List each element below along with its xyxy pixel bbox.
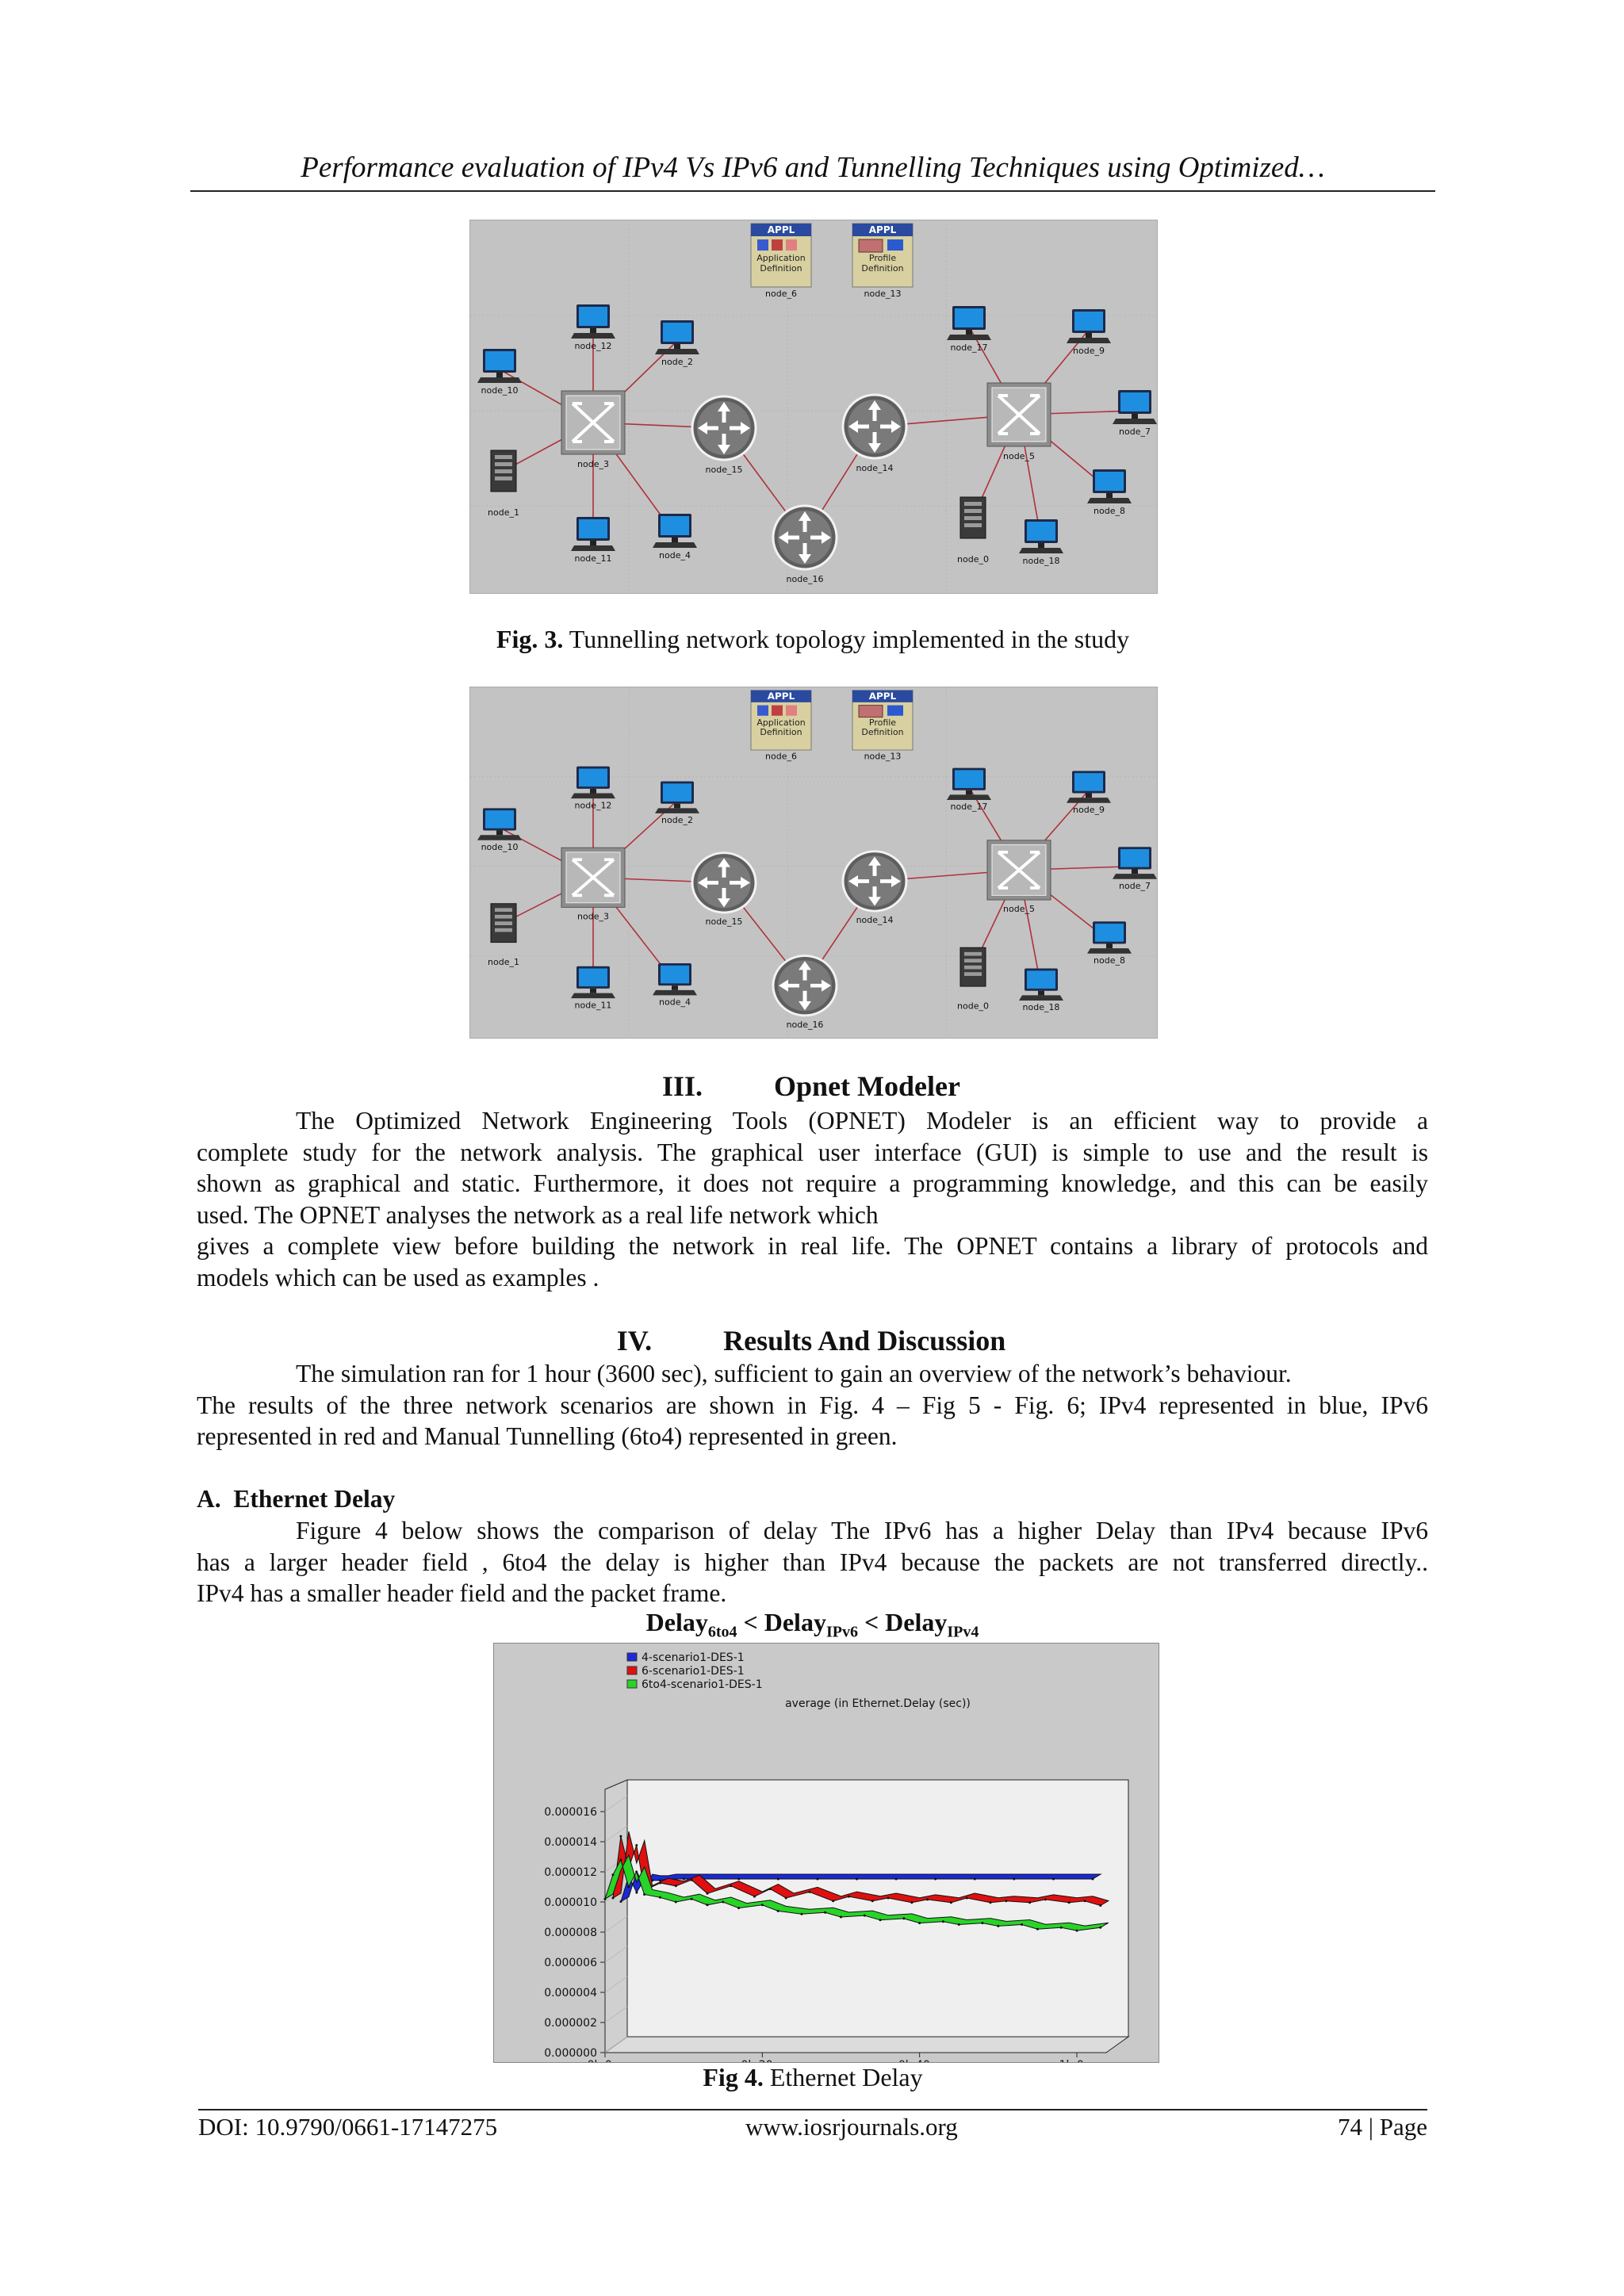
node-17-icon — [947, 306, 991, 340]
data-point — [737, 1878, 740, 1881]
data-point — [691, 1898, 693, 1900]
node-label: node_7 — [1119, 427, 1151, 437]
node-label: node_10 — [481, 842, 519, 852]
node-label: node_12 — [574, 341, 612, 351]
svg-text:Profile: Profile — [868, 718, 897, 728]
footer-doi: DOI: 10.9790/0661-17147275 — [198, 2113, 498, 2141]
node-label: node_5 — [1003, 451, 1035, 461]
node-label: node_11 — [574, 1000, 612, 1011]
subsection-a-paragraph — [197, 1515, 1428, 1609]
data-point — [848, 1896, 850, 1898]
data-point — [627, 1886, 630, 1888]
data-point — [800, 1913, 802, 1915]
data-point — [958, 1923, 960, 1926]
legend-entry: 6-scenario1-DES-1 — [642, 1665, 745, 1678]
svg-text:Definition: Definition — [760, 263, 802, 274]
delay-subscript: IPv6 — [825, 1623, 858, 1641]
data-point — [871, 1900, 874, 1902]
data-point — [910, 1901, 913, 1904]
data-point — [675, 1885, 677, 1887]
node-3-icon — [561, 848, 625, 907]
profile-definition-icon — [852, 691, 913, 750]
data-point — [785, 1897, 787, 1900]
svg-text:Definition: Definition — [861, 727, 904, 738]
node-label: node_17 — [950, 342, 988, 353]
data-point — [1036, 1928, 1039, 1931]
node-9-icon — [1067, 771, 1111, 802]
node-10-icon — [477, 808, 522, 840]
node-label: node_16 — [786, 574, 824, 584]
fig3-text: Tunnelling network topology implemented in the study — [563, 625, 1130, 653]
node-18-icon — [1019, 519, 1063, 553]
node-label: node_2 — [661, 357, 693, 367]
application-definition-icon — [751, 224, 811, 287]
paragraph-line: IPv4 has a smaller header field and the packet frame. — [197, 1579, 727, 1607]
chart-canvas — [494, 1644, 1159, 2062]
data-point — [832, 1900, 834, 1902]
node-1-icon — [491, 450, 516, 492]
delay-subscript: IPv4 — [947, 1623, 979, 1641]
data-point — [777, 1878, 779, 1881]
subsection-a-label: A. — [197, 1485, 221, 1513]
node-label: node_1 — [488, 507, 519, 518]
node-8-icon — [1087, 921, 1132, 953]
node-9-icon — [1067, 309, 1111, 343]
y-tick-label: 0.000012 — [544, 1866, 597, 1879]
node-label: node_10 — [481, 385, 519, 396]
node-16-icon — [773, 956, 837, 1016]
node-label: node_1 — [488, 957, 519, 967]
less-than: < — [737, 1608, 764, 1636]
fig3-caption — [270, 625, 1356, 654]
node-label: node_4 — [659, 550, 691, 561]
svg-text:Definition: Definition — [760, 727, 802, 738]
node-18-icon — [1019, 969, 1063, 1001]
data-point — [824, 1911, 826, 1914]
data-point — [1013, 1878, 1015, 1881]
data-point — [997, 1925, 999, 1927]
y-tick-label: 0.000002 — [544, 2017, 597, 2030]
x-tick-label — [898, 2059, 941, 2062]
section-4-number: IV. — [616, 1325, 653, 1357]
data-point — [730, 1885, 732, 1887]
node-8-icon — [1087, 469, 1132, 503]
data-point — [950, 1901, 952, 1904]
paragraph-line: The simulation ran for 1 hour (3600 sec), sufficient to gain an overview of the network’s behaviour. — [296, 1360, 1292, 1387]
data-point — [1044, 1898, 1047, 1900]
data-point — [611, 1873, 614, 1876]
data-point — [1092, 1878, 1094, 1881]
data-point — [1099, 1927, 1101, 1929]
node-14-icon — [843, 395, 906, 458]
data-point — [604, 1898, 607, 1900]
data-point — [974, 1878, 976, 1881]
section-3-title: Opnet Modeler — [774, 1070, 960, 1102]
node-5-icon — [987, 383, 1051, 446]
data-point — [942, 1920, 944, 1923]
data-point — [902, 1917, 905, 1919]
legend-swatch — [627, 1667, 637, 1674]
y-tick-label: 0.000008 — [544, 1927, 597, 1939]
y-tick-label: 0.000010 — [544, 1896, 597, 1909]
node-label: node_17 — [950, 802, 988, 813]
section-4-title: Results And Discussion — [723, 1325, 1006, 1357]
delay-word: Delay — [645, 1608, 708, 1636]
legend-swatch — [627, 1680, 637, 1688]
data-point — [1068, 1901, 1071, 1904]
node-label: node_16 — [786, 1020, 824, 1030]
fig4-text: Ethernet Delay — [763, 2063, 923, 2091]
node-4-icon — [653, 514, 697, 548]
node-label: node_13 — [864, 751, 902, 762]
data-point — [1021, 1923, 1023, 1926]
svg-text:APPL: APPL — [868, 691, 897, 702]
node-label: node_13 — [864, 289, 902, 299]
delay-subscript: 6to4 — [707, 1623, 737, 1641]
y-tick-label: 0.000000 — [544, 2047, 597, 2060]
y-tick-label: 0.000004 — [544, 1987, 597, 1999]
node-label: node_3 — [577, 911, 609, 922]
data-point — [1005, 1900, 1007, 1902]
node-label: node_3 — [577, 459, 609, 469]
paragraph-line: The Optimized Network Engineering Tools (OPNET) Modeler is an efficient way to provide a — [296, 1107, 1428, 1135]
data-point — [683, 1878, 685, 1881]
fig4-caption — [270, 2063, 1356, 2092]
data-point — [635, 1892, 638, 1894]
section-3-paragraph — [197, 1105, 1428, 1293]
application-definition-icon — [751, 691, 811, 750]
topology-figure-2 — [469, 687, 1158, 1039]
node-2-icon — [655, 320, 699, 354]
node-0-icon — [960, 497, 986, 538]
node-5-icon — [987, 840, 1051, 900]
svg-text:APPL: APPL — [767, 691, 795, 702]
node-label: node_18 — [1022, 556, 1060, 566]
legend-entry: 4-scenario1-DES-1 — [642, 1651, 745, 1664]
paragraph-line: models which can be used as examples . — [197, 1263, 599, 1292]
data-point — [926, 1898, 929, 1900]
node-12-icon — [571, 304, 615, 339]
data-point — [966, 1897, 968, 1900]
svg-text:Application: Application — [756, 253, 806, 263]
footer-rule — [198, 2109, 1427, 2110]
y-tick-label: 0.000006 — [544, 1957, 597, 1969]
svg-text:APPL: APPL — [868, 224, 897, 235]
data-point — [722, 1901, 724, 1904]
data-point — [1076, 1930, 1078, 1932]
x-tick-label — [1059, 2059, 1095, 2062]
data-point — [675, 1901, 677, 1904]
node-label: node_8 — [1094, 955, 1125, 966]
node-label: node_4 — [659, 997, 691, 1008]
node-15-icon — [692, 853, 756, 913]
section-4-paragraph — [197, 1358, 1428, 1452]
data-point — [864, 1915, 866, 1917]
data-point — [761, 1904, 764, 1906]
data-point — [777, 1910, 779, 1912]
node-3-icon — [561, 391, 625, 454]
data-point — [707, 1892, 709, 1895]
node-14-icon — [843, 851, 906, 911]
node-2-icon — [655, 781, 699, 813]
node-7-icon — [1113, 390, 1157, 424]
data-point — [753, 1896, 756, 1898]
y-tick-label: 0.000016 — [544, 1806, 597, 1819]
node-label: node_9 — [1073, 805, 1105, 815]
topology-figure-1 — [469, 220, 1158, 594]
header-rule — [190, 190, 1435, 192]
data-point — [1028, 1901, 1031, 1904]
data-point — [659, 1882, 661, 1885]
node-0-icon — [960, 947, 986, 986]
data-point — [612, 1897, 615, 1900]
delay-inequality — [197, 1608, 1428, 1641]
node-label: node_12 — [574, 800, 612, 811]
data-point — [1084, 1900, 1086, 1902]
node-label: node_5 — [1003, 904, 1035, 914]
data-point — [769, 1888, 772, 1890]
data-point — [619, 1858, 622, 1861]
data-point — [840, 1916, 842, 1919]
paragraph-line: has a larger header field , 6to4 the delay is higher than IPv4 because the packets are not transferred directly.. — [197, 1548, 1428, 1576]
data-point — [619, 1835, 622, 1838]
data-point — [990, 1901, 992, 1904]
data-point — [1052, 1878, 1055, 1881]
data-point — [737, 1907, 740, 1909]
running-header: Performance evaluation of IPv4 Vs IPv6 and Tunnelling Techniques using Optimized… — [301, 151, 1325, 184]
node-label: node_7 — [1119, 881, 1151, 891]
node-label: node_2 — [661, 815, 693, 826]
data-point — [620, 1900, 622, 1903]
node-label: node_8 — [1094, 506, 1125, 516]
node-11-icon — [571, 966, 615, 998]
footer-website: www.iosrjournals.org — [745, 2113, 958, 2141]
paragraph-line: The results of the three network scenarios are shown in Fig. 4 – Fig 5 - Fig. 6; IPv4 represented in blue, IPv6 — [197, 1391, 1428, 1419]
data-point — [1060, 1927, 1063, 1929]
y-tick-label: 0.000014 — [544, 1836, 597, 1849]
data-point — [816, 1878, 818, 1881]
legend-entry: 6to4-scenario1-DES-1 — [642, 1678, 763, 1691]
svg-text:Definition: Definition — [861, 263, 904, 274]
node-15-icon — [692, 396, 756, 460]
node-label: node_0 — [957, 1001, 989, 1012]
node-11-icon — [571, 517, 615, 551]
data-point — [934, 1878, 936, 1881]
profile-definition-icon — [852, 224, 913, 287]
legend-swatch — [627, 1653, 637, 1661]
chart-title: average (in Ethernet.Delay (sec)) — [785, 1697, 971, 1710]
node-label: node_14 — [856, 463, 894, 473]
data-point — [691, 1879, 693, 1881]
section-3-heading — [197, 1070, 1426, 1103]
data-point — [635, 1844, 638, 1846]
data-point — [879, 1919, 882, 1921]
paragraph-line: represented in red and Manual Tunnelling (6to4) represented in green. — [197, 1422, 898, 1450]
node-7-icon — [1113, 847, 1157, 878]
data-point — [643, 1893, 645, 1896]
data-point — [706, 1904, 708, 1906]
data-point — [918, 1922, 921, 1924]
data-point — [982, 1922, 984, 1924]
paragraph-line: gives a complete view before building the network in real life. The OPNET contains a library of protocols and — [197, 1232, 1428, 1260]
data-point — [808, 1891, 810, 1893]
data-point — [659, 1896, 661, 1899]
data-point — [1099, 1904, 1101, 1907]
ethernet-delay-chart — [493, 1643, 1159, 2063]
data-point — [895, 1878, 898, 1881]
fig3-label: Fig. 3. — [496, 625, 564, 653]
node-label: node_9 — [1073, 346, 1105, 356]
section-3-number: III. — [662, 1070, 703, 1102]
node-label: node_15 — [705, 916, 743, 927]
paragraph-line: Figure 4 below shows the comparison of delay The IPv6 has a higher Delay than IPv4 because IPv6 — [296, 1517, 1428, 1544]
node-17-icon — [947, 768, 991, 800]
x-tick-label — [588, 2059, 623, 2062]
x-tick-label — [741, 2059, 783, 2062]
section-4-heading — [197, 1324, 1426, 1357]
svg-text:Profile: Profile — [868, 253, 897, 263]
svg-text:APPL: APPL — [767, 224, 795, 235]
less-than: < — [857, 1608, 886, 1636]
node-label: node_18 — [1022, 1002, 1060, 1013]
data-point — [635, 1871, 638, 1873]
node-label: node_14 — [856, 915, 894, 926]
node-16-icon — [773, 506, 837, 569]
node-label: node_11 — [574, 553, 612, 564]
node-1-icon — [491, 904, 516, 943]
paragraph-line: complete study for the network analysis. The graphical user interface (GUI) is simple to use and the result is — [197, 1138, 1428, 1166]
data-point — [856, 1878, 858, 1881]
node-label: node_15 — [705, 465, 743, 475]
footer-page-number: 74 | Page — [1338, 2113, 1427, 2141]
data-point — [887, 1897, 890, 1900]
paragraph-line: shown as graphical and static. Furthermore, it does not require a programming knowledge, and this can be easily — [197, 1169, 1428, 1197]
subsection-a-title: Ethernet Delay — [233, 1485, 396, 1513]
paragraph-line: used. The OPNET analyses the network as a real life network which — [197, 1200, 879, 1229]
delay-word: Delay — [885, 1608, 948, 1636]
delay-word: Delay — [764, 1608, 826, 1636]
node-label: node_6 — [765, 751, 797, 762]
fig4-label: Fig 4. — [703, 2063, 764, 2091]
subsection-a-heading — [197, 1485, 395, 1513]
node-10-icon — [477, 349, 522, 383]
node-4-icon — [653, 963, 697, 995]
node-12-icon — [571, 767, 615, 798]
node-label: node_6 — [765, 289, 797, 299]
node-label: node_0 — [957, 554, 989, 564]
svg-text:Application: Application — [756, 718, 806, 728]
